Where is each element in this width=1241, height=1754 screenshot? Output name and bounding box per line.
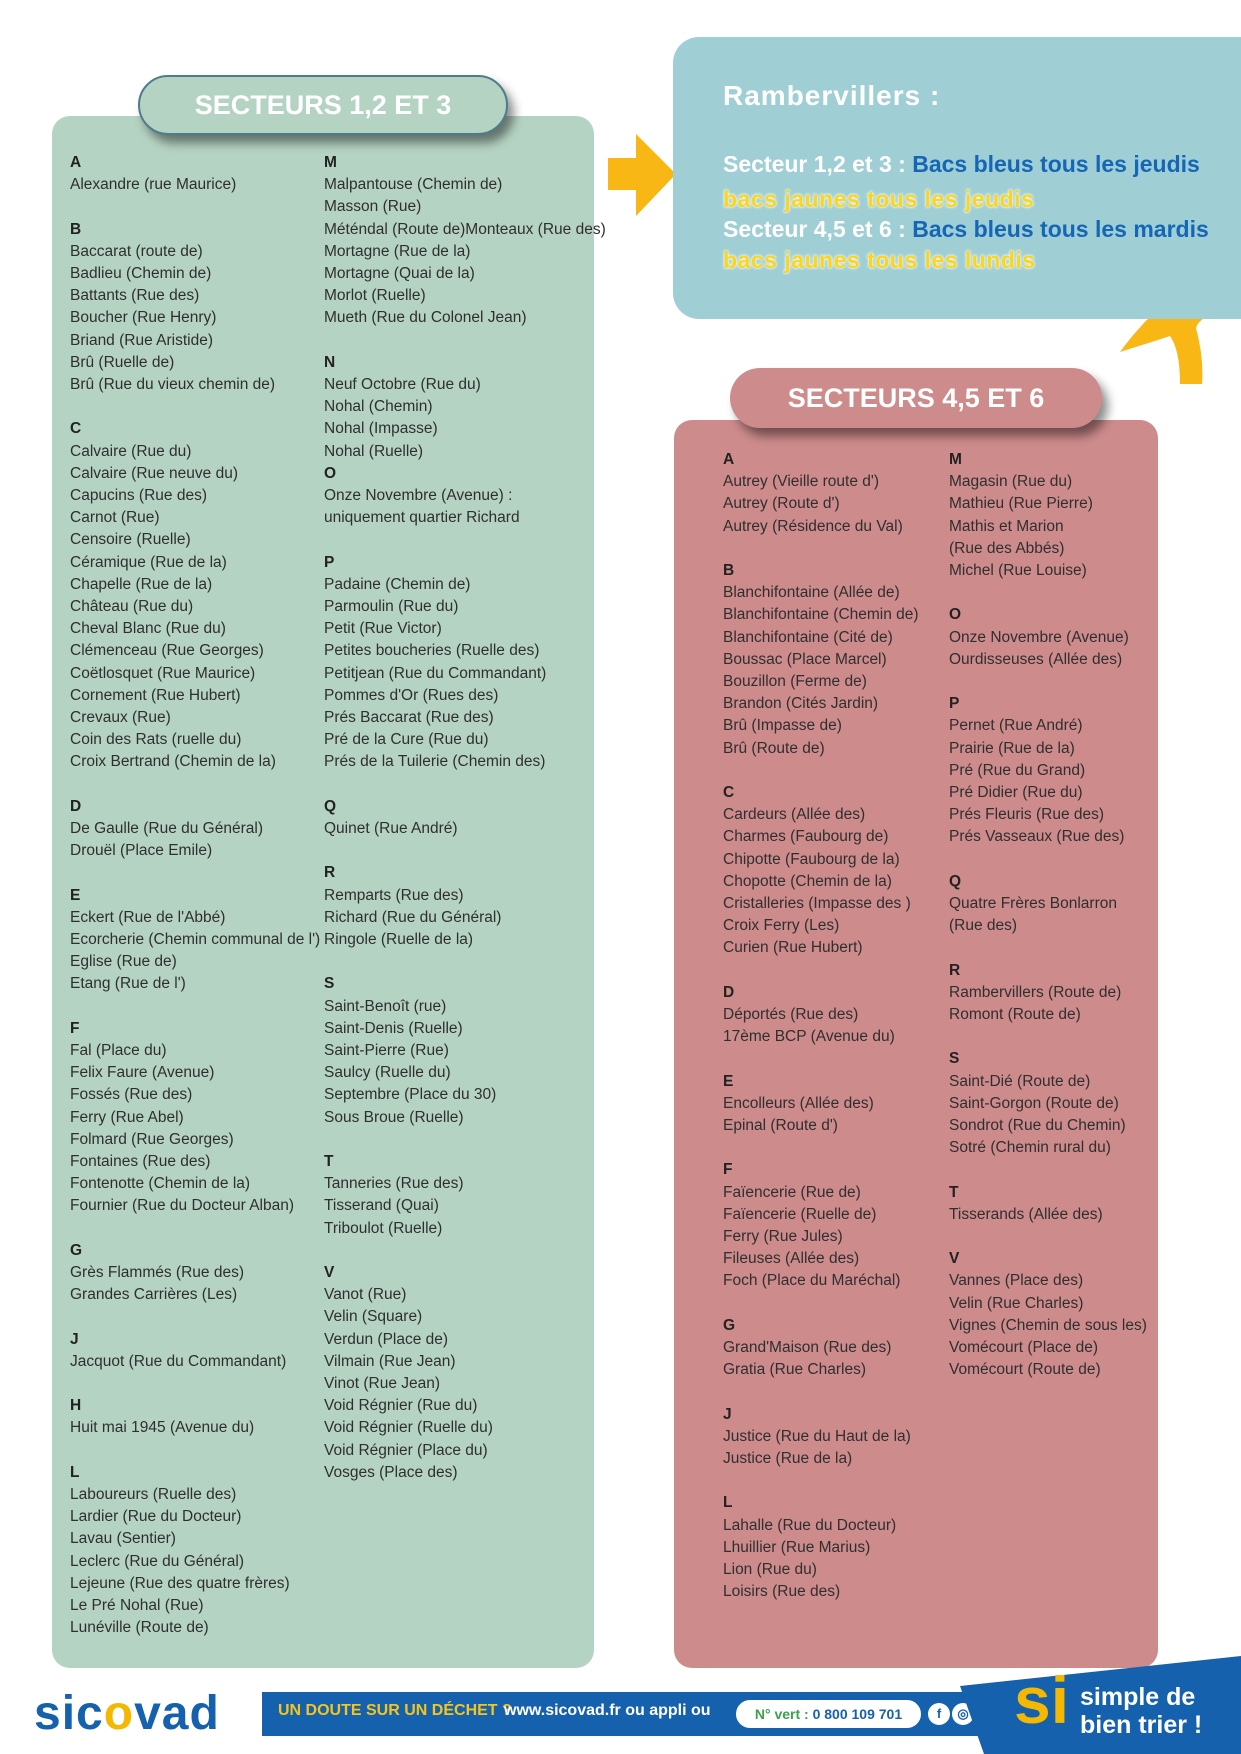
letter-group <box>70 152 320 196</box>
street-name: Remparts (Rue des) <box>324 886 464 904</box>
street-name: Chipotte (Faubourg de la) <box>723 850 900 868</box>
letter-heading: F <box>70 1019 80 1037</box>
street-name: Quatre Frères Bonlarron <box>949 895 1117 913</box>
street-name: Brû (Ruelle de) <box>70 353 175 371</box>
letter-heading: Q <box>324 797 337 815</box>
street-name: Blanchifontaine (Allée de) <box>723 584 900 602</box>
street-name: Ferry (Rue Abel) <box>70 1108 184 1126</box>
letter-group <box>949 1182 1147 1226</box>
street-name: Justice (Rue du Haut de la) <box>723 1427 911 1445</box>
street-name: Brandon (Cités Jardin) <box>723 695 879 713</box>
letter-heading: L <box>723 1494 733 1512</box>
street-name: Prairie (Rue de la) <box>949 739 1075 757</box>
footer-question: UN DOUTE SUR UN DÉCHET ? <box>278 1702 512 1719</box>
letter-group <box>723 1159 919 1292</box>
street-name: Autrey (Résidence du Val) <box>723 517 903 535</box>
street-name: Verdun (Place de) <box>324 1330 449 1348</box>
letter-heading: G <box>70 1241 83 1259</box>
info-line-sector-456 <box>723 216 1209 243</box>
street-name: Morlot (Ruelle) <box>324 287 426 305</box>
street-name: Fal (Place du) <box>70 1042 167 1060</box>
street-name: Saint-Pierre (Rue) <box>324 1042 449 1060</box>
street-name: Vomécourt (Place de) <box>949 1339 1099 1357</box>
street-name: Clémenceau (Rue Georges) <box>70 642 264 660</box>
letter-group <box>70 1240 320 1307</box>
letter-group <box>70 1462 320 1640</box>
street-name: Saulcy (Ruelle du) <box>324 1064 451 1082</box>
letter-group <box>70 1329 320 1373</box>
letter-heading: S <box>949 1050 960 1068</box>
street-name: Septembre (Place du 30) <box>324 1086 497 1104</box>
street-name: Padaine (Chemin de) <box>324 575 471 593</box>
street-name: Brû (Route de) <box>723 739 825 757</box>
letter-heading: Q <box>949 872 962 890</box>
street-name: Pommes d'Or (Rues des) <box>324 686 499 704</box>
street-name: Tisserands (Allée des) <box>949 1205 1103 1223</box>
letter-group <box>324 973 606 1128</box>
street-name: Petites boucheries (Ruelle des) <box>324 642 540 660</box>
letter-heading: N <box>324 353 336 371</box>
street-name: Lahalle (Rue du Docteur) <box>723 1516 897 1534</box>
street-name: Croix Bertrand (Chemin de la) <box>70 753 276 771</box>
letter-heading: T <box>324 1153 334 1171</box>
letter-heading: O <box>949 606 962 624</box>
letter-group <box>324 152 606 330</box>
street-name: Château (Rue du) <box>70 598 194 616</box>
street-name: Prés Fleuris (Rue des) <box>949 806 1105 824</box>
street-name: Chapelle (Rue de la) <box>70 575 213 593</box>
street-name: Lunéville (Route de) <box>70 1619 209 1637</box>
street-name: Nohal (Impasse) <box>324 420 438 438</box>
street-name: Lavau (Sentier) <box>70 1530 176 1548</box>
street-name: Drouël (Place Emile) <box>70 842 213 860</box>
letter-group <box>949 960 1147 1027</box>
street-name: Baccarat (route de) <box>70 242 203 260</box>
street-name: Vosges (Place des) <box>324 1463 458 1481</box>
street-name: Etang (Rue de l') <box>70 975 186 993</box>
street-name: Justice (Rue de la) <box>723 1450 853 1468</box>
street-name: (Rue des) <box>949 917 1018 935</box>
street-name: Vignes (Chemin de sous les) <box>949 1316 1147 1334</box>
letter-heading: B <box>723 562 735 579</box>
street-name: Chopotte (Chemin de la) <box>723 872 892 890</box>
street-name: Mortagne (Rue de la) <box>324 242 471 260</box>
street-name: Velin (Square) <box>324 1308 423 1326</box>
street-name: Vilmain (Rue Jean) <box>324 1352 456 1370</box>
street-name: Prés Baccarat (Rue des) <box>324 709 494 727</box>
arrow-right-icon <box>606 132 678 218</box>
letter-group <box>70 796 320 863</box>
street-name: Fileuses (Allée des) <box>723 1250 860 1268</box>
street-name: Croix Ferry (Les) <box>723 917 840 935</box>
info-sector-456-label: Secteur 4,5 et 6 : <box>723 216 906 242</box>
street-name: De Gaulle (Rue du Général) <box>70 820 263 838</box>
letter-heading: L <box>70 1463 80 1481</box>
letter-group <box>70 1395 320 1439</box>
street-name: Eckert (Rue de l'Abbé) <box>70 908 226 926</box>
street-name: Void Régnier (Place du) <box>324 1441 488 1459</box>
street-name: Ecorcherie (Chemin communal de l') <box>70 931 321 949</box>
letter-group <box>723 782 919 960</box>
street-name: Eglise (Rue de) <box>70 953 177 971</box>
street-name: Void Régnier (Ruelle du) <box>324 1419 493 1437</box>
street-name: Censoire (Ruelle) <box>70 531 191 549</box>
letter-heading: R <box>949 961 961 979</box>
street-name: Nohal (Ruelle) <box>324 442 424 460</box>
street-name: Faïencerie (Rue de) <box>723 1183 861 1201</box>
street-name: Romont (Route de) <box>949 1006 1081 1024</box>
street-name: Capucins (Rue des) <box>70 487 207 505</box>
street-name: Triboulot (Ruelle) <box>324 1219 443 1237</box>
street-name: Masson (Rue) <box>324 198 422 216</box>
street-name: Petitjean (Rue du Commandant) <box>324 664 547 682</box>
street-name: Magasin (Rue du) <box>949 473 1073 491</box>
street-name: Saint-Benoît (rue) <box>324 997 447 1015</box>
letter-group <box>723 1492 919 1603</box>
street-name: Mathis et Marion <box>949 517 1064 535</box>
info-sector-123-label: Secteur 1,2 et 3 : <box>723 151 906 177</box>
letter-heading: A <box>723 451 735 468</box>
street-name: Fontaines (Rue des) <box>70 1153 211 1171</box>
street-name: Leclerc (Rue du Général) <box>70 1552 245 1570</box>
street-name: Boucher (Rue Henry) <box>70 309 217 327</box>
street-name: Laboureurs (Ruelle des) <box>70 1486 237 1504</box>
street-name: Blanchifontaine (Chemin de) <box>723 606 919 624</box>
si-logo: si <box>1014 1663 1070 1737</box>
street-name: Lejeune (Rue des quatre frères) <box>70 1574 290 1592</box>
street-name: Tisserand (Quai) <box>324 1197 439 1215</box>
street-name: Foch (Place du Maréchal) <box>723 1272 901 1290</box>
street-name: Météndal (Route de)Monteaux (Rue des) <box>324 220 606 238</box>
letter-heading: S <box>324 975 335 993</box>
street-name: (Rue des Abbés) <box>949 539 1065 557</box>
sectors-123-column-2 <box>324 152 606 1506</box>
letter-group <box>723 1071 919 1138</box>
info-yellow-bins-456: bacs jaunes tous les lundis <box>723 247 1036 273</box>
street-name: Lhuillier (Rue Marius) <box>723 1538 871 1556</box>
letter-group <box>324 862 606 951</box>
street-name: Pré Didier (Rue du) <box>949 784 1083 802</box>
letter-heading: D <box>723 983 735 1001</box>
info-sector-123-value: Bacs bleus tous les jeudis <box>912 151 1200 177</box>
slogan <box>1080 1683 1202 1739</box>
letter-heading: C <box>70 420 82 438</box>
letter-group <box>949 693 1147 848</box>
street-name: Sotré (Chemin rural du) <box>949 1139 1111 1157</box>
sicovad-logo <box>34 1686 220 1741</box>
sectors-456-column-1 <box>723 449 919 1626</box>
street-name: Richard (Rue du Général) <box>324 908 502 926</box>
street-name: Quinet (Rue André) <box>324 820 458 838</box>
info-title: Rambervillers : <box>723 80 941 111</box>
street-name: Loisirs (Rue des) <box>723 1583 841 1601</box>
street-name: Huit mai 1945 (Avenue du) <box>70 1419 255 1437</box>
street-name: Malpantouse (Chemin de) <box>324 176 503 194</box>
street-name: Ourdisseuses (Allée des) <box>949 650 1123 668</box>
info-line-sector-123 <box>723 151 1200 178</box>
street-name: Le Pré Nohal (Rue) <box>70 1597 204 1615</box>
street-name: Cristalleries (Impasse des ) <box>723 895 911 913</box>
letter-heading: P <box>949 695 960 713</box>
letter-group <box>324 463 606 530</box>
street-name: Prés Vasseaux (Rue des) <box>949 828 1125 846</box>
letter-group <box>949 871 1147 938</box>
letter-group <box>324 352 606 463</box>
letter-group <box>324 1262 606 1484</box>
free-phone-number[interactable] <box>736 1700 921 1728</box>
street-name: Mueth (Rue du Colonel Jean) <box>324 309 527 327</box>
street-name: Pré de la Cure (Rue du) <box>324 731 489 749</box>
letter-group <box>949 604 1147 671</box>
letter-heading: H <box>70 1397 82 1415</box>
sectors-456-title: SECTEURS 4,5 ET 6 <box>730 368 1102 428</box>
street-name: Jacquot (Rue du Commandant) <box>70 1352 287 1370</box>
street-name: Michel (Rue Louise) <box>949 562 1087 580</box>
letter-group <box>70 219 320 397</box>
street-name: Void Régnier (Rue du) <box>324 1397 478 1415</box>
street-name: Boussac (Place Marcel) <box>723 650 887 668</box>
street-name: Blanchifontaine (Cité de) <box>723 628 893 646</box>
street-name: Saint-Denis (Ruelle) <box>324 1019 463 1037</box>
instagram-icon[interactable]: ◎ <box>952 1703 974 1725</box>
street-name: Cornement (Rue Hubert) <box>70 686 241 704</box>
letter-heading: O <box>324 464 337 482</box>
street-name: Faïencerie (Ruelle de) <box>723 1205 877 1223</box>
letter-heading: M <box>949 451 962 468</box>
street-name: Epinal (Route d') <box>723 1117 838 1135</box>
street-name: Calvaire (Rue du) <box>70 442 192 460</box>
letter-group <box>723 449 919 538</box>
letter-group <box>949 1048 1147 1159</box>
street-name: Brû (Impasse de) <box>723 717 842 735</box>
footer-website-link[interactable]: www.sicovad.fr ou appli ou <box>504 1702 711 1719</box>
street-name: Brû (Rue du vieux chemin de) <box>70 376 276 394</box>
street-name: Fossés (Rue des) <box>70 1086 193 1104</box>
street-name: Prés de la Tuilerie (Chemin des) <box>324 753 546 771</box>
letter-heading: A <box>70 154 82 171</box>
street-name: Grandes Carrières (Les) <box>70 1286 238 1304</box>
letter-group <box>723 1315 919 1382</box>
letter-heading: D <box>70 797 82 815</box>
street-name: Tanneries (Rue des) <box>324 1175 464 1193</box>
street-name: Ferry (Rue Jules) <box>723 1228 843 1246</box>
street-name: Vannes (Place des) <box>949 1272 1084 1290</box>
street-name: 17ème BCP (Avenue du) <box>723 1028 895 1046</box>
letter-heading: M <box>324 154 337 171</box>
street-name: Grès Flammés (Rue des) <box>70 1264 244 1282</box>
free-phone-value: 0 800 109 701 <box>812 1706 903 1722</box>
street-name: Pernet (Rue André) <box>949 717 1083 735</box>
street-name: Rambervillers (Route de) <box>949 983 1122 1001</box>
logo-text-mid: o <box>103 1687 135 1740</box>
street-name: Velin (Rue Charles) <box>949 1294 1084 1312</box>
sectors-123-title: SECTEURS 1,2 ET 3 <box>138 75 508 135</box>
street-name: Encolleurs (Allée des) <box>723 1094 874 1112</box>
letter-heading: V <box>324 1264 335 1282</box>
street-name: Petit (Rue Victor) <box>324 620 442 638</box>
street-name: Parmoulin (Rue du) <box>324 598 459 616</box>
letter-heading: P <box>324 553 335 571</box>
street-name: Coin des Rats (ruelle du) <box>70 731 242 749</box>
street-name: Pré (Rue du Grand) <box>949 761 1086 779</box>
letter-group <box>70 1018 320 1218</box>
street-name: Bouzillon (Ferme de) <box>723 673 867 691</box>
street-name: Autrey (Vieille route d') <box>723 473 880 491</box>
letter-group <box>324 1151 606 1240</box>
sectors-456-column-2 <box>949 449 1147 1404</box>
letter-group <box>949 449 1147 582</box>
street-name: Vomécourt (Route de) <box>949 1361 1101 1379</box>
street-name: Alexandre (rue Maurice) <box>70 176 237 194</box>
slogan-line-1: simple de <box>1080 1683 1196 1711</box>
street-name: uniquement quartier Richard <box>324 509 520 527</box>
letter-group <box>723 982 919 1049</box>
street-name: Gratia (Rue Charles) <box>723 1361 866 1379</box>
letter-group <box>70 885 320 996</box>
street-name: Céramique (Rue de la) <box>70 553 227 571</box>
street-name: Vinot (Rue Jean) <box>324 1375 441 1393</box>
street-name: Onze Novembre (Avenue) : <box>324 487 513 505</box>
street-name: Mortagne (Quai de la) <box>324 265 475 283</box>
street-name: Cheval Blanc (Rue du) <box>70 620 226 638</box>
logo-text-left: sic <box>34 1687 104 1740</box>
street-name: Onze Novembre (Avenue) <box>949 628 1129 646</box>
street-name: Grand'Maison (Rue des) <box>723 1339 892 1357</box>
street-name: Felix Faure (Avenue) <box>70 1064 215 1082</box>
street-name: Déportés (Rue des) <box>723 1006 859 1024</box>
street-name: Nohal (Chemin) <box>324 398 433 416</box>
letter-group <box>723 1404 919 1471</box>
letter-heading: J <box>723 1405 732 1423</box>
street-name: Ringole (Ruelle de la) <box>324 931 474 949</box>
letter-group <box>324 552 606 774</box>
letter-group <box>324 796 606 840</box>
street-name: Saint-Gorgon (Route de) <box>949 1094 1119 1112</box>
street-name: Coëtlosquet (Rue Maurice) <box>70 664 256 682</box>
street-name: Battants (Rue des) <box>70 287 200 305</box>
street-name: Fontenotte (Chemin de la) <box>70 1175 251 1193</box>
info-yellow-bins-123: bacs jaunes tous les jeudis <box>723 186 1035 212</box>
street-name: Crevaux (Rue) <box>70 709 171 727</box>
street-name: Charmes (Faubourg de) <box>723 828 889 846</box>
sectors-123-column-1 <box>70 152 320 1662</box>
slogan-line-2: bien trier ! <box>1080 1711 1203 1739</box>
letter-heading: V <box>949 1250 960 1268</box>
free-phone-label: N° vert : <box>754 1706 809 1722</box>
street-name: Autrey (Route d') <box>723 495 840 513</box>
street-name: Fournier (Rue du Docteur Alban) <box>70 1197 295 1215</box>
letter-heading: C <box>723 784 735 802</box>
street-name: Sondrot (Rue du Chemin) <box>949 1117 1126 1135</box>
street-name: Briand (Rue Aristide) <box>70 331 214 349</box>
letter-group <box>723 560 919 760</box>
street-name: Cardeurs (Allée des) <box>723 806 866 824</box>
street-name: Saint-Dié (Route de) <box>949 1072 1091 1090</box>
street-name: Carnot (Rue) <box>70 509 160 527</box>
street-name: Calvaire (Rue neuve du) <box>70 464 239 482</box>
letter-heading: E <box>70 886 81 904</box>
letter-group <box>70 418 320 773</box>
letter-heading: R <box>324 864 336 882</box>
info-sector-456-value: Bacs bleus tous les mardis <box>912 216 1209 242</box>
facebook-icon[interactable]: f <box>928 1703 950 1725</box>
letter-heading: T <box>949 1183 959 1201</box>
logo-text-right: vad <box>134 1687 220 1740</box>
street-name: Neuf Octobre (Rue du) <box>324 376 481 394</box>
street-name: Lardier (Rue du Docteur) <box>70 1508 242 1526</box>
street-name: Folmard (Rue Georges) <box>70 1130 234 1148</box>
letter-heading: J <box>70 1330 79 1348</box>
street-name: Lion (Rue du) <box>723 1561 817 1579</box>
street-name: Badlieu (Chemin de) <box>70 265 212 282</box>
letter-heading: F <box>723 1161 733 1179</box>
street-name: Mathieu (Rue Pierre) <box>949 495 1093 513</box>
letter-heading: E <box>723 1072 734 1090</box>
letter-heading: B <box>70 220 82 238</box>
street-name: Vanot (Rue) <box>324 1286 407 1304</box>
street-name: Curien (Rue Hubert) <box>723 939 863 957</box>
letter-group <box>949 1248 1147 1381</box>
letter-heading: G <box>723 1316 736 1334</box>
street-name: Sous Broue (Ruelle) <box>324 1108 464 1126</box>
